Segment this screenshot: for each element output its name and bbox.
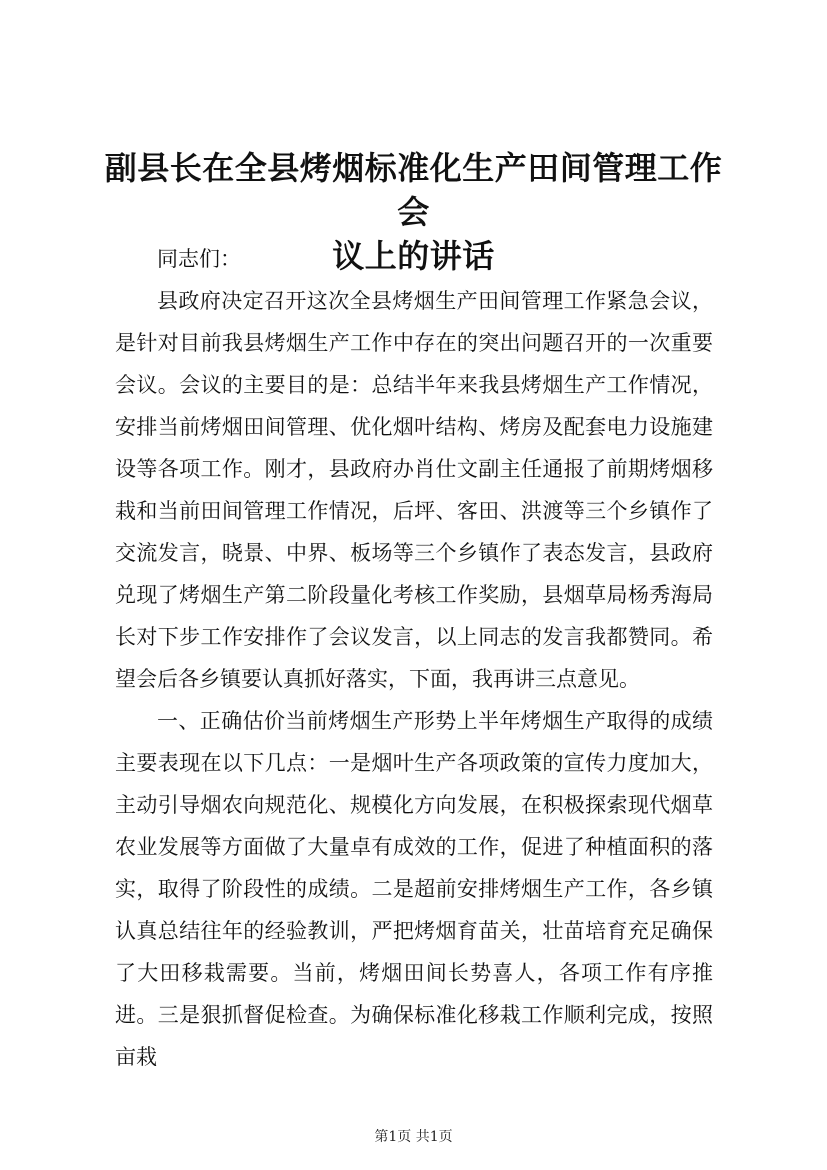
greeting: 同志们： (157, 247, 241, 271)
paragraph-1: 县政府决定召开这次全县烤烟生产田间管理工作紧急会议，是针对目前我县烤烟生产工作中存在的突出问题召开的一次重要会议。会议的主要目的是：总结半年来我县烤烟生产工作情况，安排当前烤烟田间管理、优化烟叶结构、烤房及配套电力设施建设等各项工作。刚才，县政府办肖仕文副主任通报了前期烤烟移栽和当前田间管理工作情况，后坪、客田、洪渡等三个乡镇作了交流发言，晓景、中界、板场等三个乡镇作了表态发言，县政府兑现了烤烟生产第二阶段量化考核工作奖励，县烟草局杨秀海局长对下步工作安排作了会议发言，以上同志的发言我都赞同。希望会后各乡镇要认真抓好落实，下面，我再讲三点意见。 (115, 289, 713, 691)
paragraph-2: 一、正确估价当前烤烟生产形势上半年烤烟生产取得的成绩主要表现在以下几点：一是烟叶生产各项政策的宣传力度加大，主动引导烟农向规范化、规模化方向发展，在积极探索现代烟草农业发展等方面做了大量卓有成效的工作，促进了种植面积的落实，取得了阶段性的成绩。二是超前安排烤烟生产工作，各乡镇认真总结往年的经验教训，严把烤烟育苗关，壮苗培育充足确保了大田移栽需要。当前，烤烟田间长势喜人，各项工作有序推进。三是狠抓督促检查。为确保标准化移栽工作顺利完成，按照亩栽 (115, 709, 713, 1069)
page-number-label: 第1页 共1页 (374, 1129, 453, 1145)
title-line-1: 副县长在全县烤烟标准化生产田间管理工作会 (104, 149, 723, 231)
page-footer (0, 1127, 827, 1147)
document-body (115, 238, 713, 1078)
title-line-2: 议上的讲话 (332, 237, 495, 275)
